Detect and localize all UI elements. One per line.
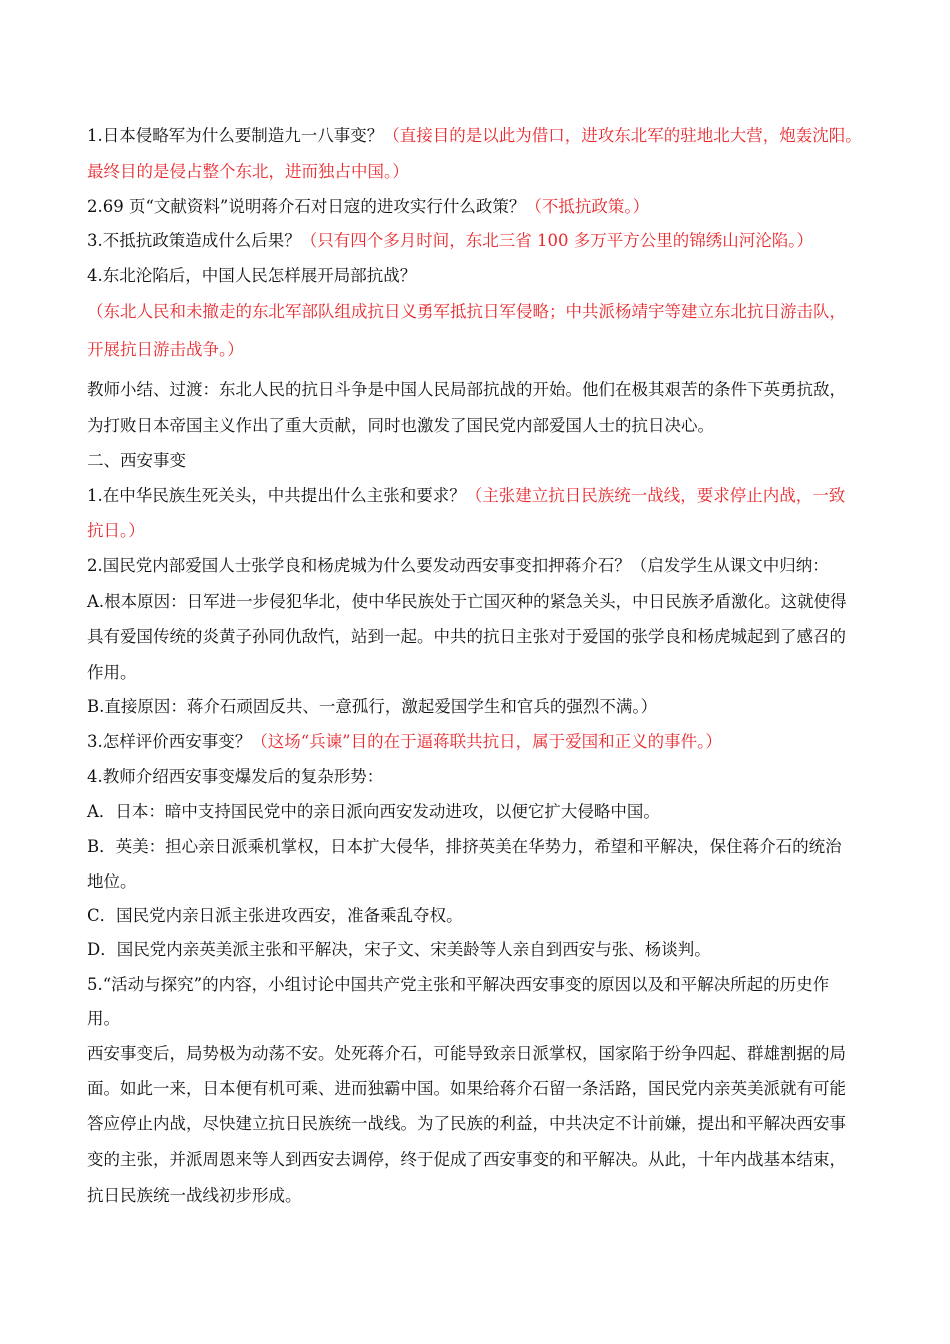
section2-question-5-continuation: 用。 xyxy=(87,1009,120,1028)
answer-text: （直接目的是以此为借口，进攻东北军的驻地北大营，炮轰沈阳。 xyxy=(383,126,862,145)
situation-b-continuation: 地位。 xyxy=(87,872,137,891)
answer-continuation: 开展抗日游击战争。） xyxy=(87,340,244,359)
reason-b: B.直接原因：蒋介石顽固反共、一意孤行，激起爱国学生和官兵的强烈不满。） xyxy=(87,697,658,716)
section2-question-3 xyxy=(87,732,890,752)
reason-a: A.根本原因：日军进一步侵犯华北，使中华民族处于亡国灭种的紧急关头，中日民族矛盾激化。这就使得 xyxy=(87,592,847,611)
conclusion-line: 变的主张，并派周恩来等人到西安去调停，终于促成了西安事变的和平解决。从此，十年内战基本结束， xyxy=(87,1150,846,1169)
summary-line: 教师小结、过渡：东北人民的抗日斗争是中国人民局部抗战的开始。他们在极其艰苦的条件下英勇抗敌， xyxy=(87,380,846,399)
question-3 xyxy=(87,231,890,251)
situation-b: B．英美：担心亲日派乘机掌权，日本扩大侵华，排挤英美在华势力，希望和平解决，保住蒋介石的统治 xyxy=(87,837,842,856)
summary-line: 为打败日本帝国主义作出了重大贡献，同时也激发了国民党内部爱国人士的抗日决心。 xyxy=(87,416,714,435)
situation-d: D．国民党内亲英美派主张和平解决，宋子文、宋美龄等人亲自到西安与张、杨谈判。 xyxy=(87,940,711,959)
answer-text: （主张建立抗日民族统一战线，要求停止内战，一致 xyxy=(465,486,846,505)
question-4: 4.东北沦陷后，中国人民怎样展开局部抗战？ xyxy=(87,266,417,285)
situation-c: C．国民党内亲日派主张进攻西安，准备乘乱夺权。 xyxy=(87,906,463,925)
answer-text: （东北人民和未撤走的东北军部队组成抗日义勇军抵抗日军侵略；中共派杨靖宇等建立东北抗日游击队， xyxy=(87,302,846,321)
question-text: 1.在中华民族生死关头，中共提出什么主张和要求？ xyxy=(87,486,466,505)
conclusion-line: 西安事变后，局势极为动荡不安。处死蒋介石，可能导致亲日派掌权，国家陷于纷争四起、群雄割据的局 xyxy=(87,1044,846,1063)
conclusion-line: 答应停止内战，尽快建立抗日民族统一战线。为了民族的利益，中共决定不计前嫌，提出和平解决西安事 xyxy=(87,1114,846,1133)
section2-question-1 xyxy=(87,486,890,506)
answer-continuation: 抗日。） xyxy=(87,521,145,540)
reason-a-continuation: 具有爱国传统的炎黄子孙同仇敌忾，站到一起。中共的抗日主张对于爱国的张学良和杨虎城起到了感召的 xyxy=(87,627,846,646)
situation-a: A．日本：暗中支持国民党中的亲日派向西安发动进攻，以便它扩大侵略中国。 xyxy=(87,802,660,821)
question-text: 2.69 页“文献资料”说明蒋介石对日寇的进攻实行什么政策？ xyxy=(87,197,526,216)
answer-text: （不抵抗政策。） xyxy=(525,197,650,216)
reason-a-continuation: 作用。 xyxy=(87,663,137,682)
answer-continuation: 最终目的是侵占整个东北，进而独占中国。） xyxy=(87,162,409,181)
question-1 xyxy=(87,126,890,146)
answer-text: （只有四个多月时间，东北三省 100 多万平方公里的锦绣山河沦陷。） xyxy=(300,231,813,250)
section-title: 二、西安事变 xyxy=(87,451,186,470)
question-text: 3.不抵抗政策造成什么后果？ xyxy=(87,231,301,250)
question-text: 1.日本侵略军为什么要制造九一八事变？ xyxy=(87,126,384,145)
section2-question-2: 2.国民党内部爱国人士张学良和杨虎城为什么要发动西安事变扣押蒋介石？（启发学生从课文中归纳： xyxy=(87,556,829,575)
question-text: 3.怎样评价西安事变？ xyxy=(87,732,252,751)
section2-question-5: 5.“活动与探究”的内容，小组讨论中国共产党主张和平解决西安事变的原因以及和平解决所起的历史作 xyxy=(87,975,830,994)
question-2 xyxy=(87,197,890,217)
answer-text: （这场“兵谏”目的在于逼蒋联共抗日，属于爱国和正义的事件。） xyxy=(251,732,722,751)
conclusion-line: 面。如此一来，日本便有机可乘、进而独霸中国。如果给蒋介石留一条活路，国民党内亲英美派就有可能 xyxy=(87,1079,846,1098)
section2-question-4: 4.教师介绍西安事变爆发后的复杂形势： xyxy=(87,767,384,786)
conclusion-line: 抗日民族统一战线初步形成。 xyxy=(87,1186,302,1205)
